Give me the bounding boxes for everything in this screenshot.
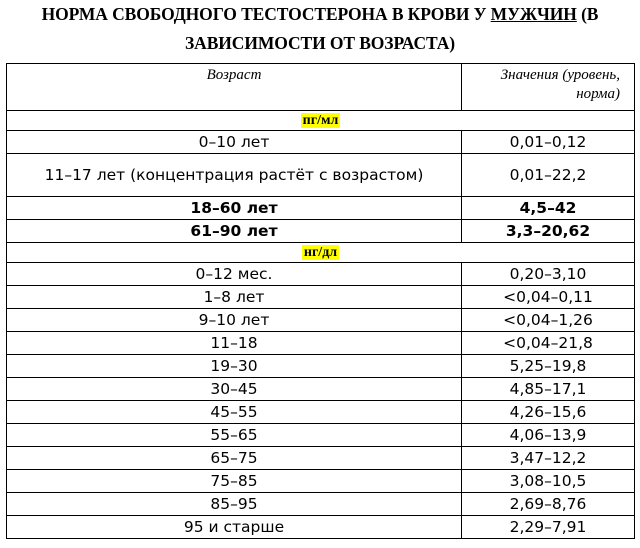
age-cell: 95 и старше (7, 516, 462, 539)
age-cell: 55–65 (7, 424, 462, 447)
testosterone-norms-table (6, 63, 635, 539)
table-row (7, 263, 635, 286)
value-cell: 0,20–3,10 (462, 263, 635, 286)
value-cell: 3,47–12,2 (462, 447, 635, 470)
table-row (7, 516, 635, 539)
value-cell: 4,26–15,6 (462, 401, 635, 424)
title-text-start: НОРМА СВОБОДНОГО ТЕСТОСТЕРОНА В КРОВИ У (41, 4, 491, 24)
value-cell: <0,04–0,11 (462, 286, 635, 309)
header-values: Значения (уровень, норма) (462, 64, 635, 111)
page-title-line-1 (0, 4, 640, 24)
value-cell: 0,01–22,2 (462, 154, 635, 197)
value-cell: 2,29–7,91 (462, 516, 635, 539)
value-cell: <0,04–21,8 (462, 332, 635, 355)
table-row (7, 220, 635, 243)
table-row (7, 355, 635, 378)
value-cell: 3,3–20,62 (462, 220, 635, 243)
age-cell: 0–10 лет (7, 131, 462, 154)
age-cell: 11–18 (7, 332, 462, 355)
table-row (7, 470, 635, 493)
age-cell: 61–90 лет (7, 220, 462, 243)
table-row (7, 309, 635, 332)
table-row (7, 378, 635, 401)
table-header-row (7, 64, 635, 111)
table-row (7, 401, 635, 424)
age-cell: 19–30 (7, 355, 462, 378)
value-cell: 5,25–19,8 (462, 355, 635, 378)
value-cell: 3,08–10,5 (462, 470, 635, 493)
value-cell: 4,06–13,9 (462, 424, 635, 447)
table-row (7, 197, 635, 220)
table-row (7, 154, 635, 197)
unit-label-pg-ml: пг/мл (302, 113, 339, 128)
title-text-end: (В (576, 4, 599, 24)
value-cell: 0,01–0,12 (462, 131, 635, 154)
table-row (7, 286, 635, 309)
value-cell: 2,69–8,76 (462, 493, 635, 516)
age-cell: 9–10 лет (7, 309, 462, 332)
age-cell: 0–12 мес. (7, 263, 462, 286)
header-age: Возраст (7, 64, 462, 111)
value-cell: 4,85–17,1 (462, 378, 635, 401)
value-cell: <0,04–1,26 (462, 309, 635, 332)
value-cell: 4,5–42 (462, 197, 635, 220)
unit-label-ng-dl: нг/дл (303, 245, 338, 260)
age-cell: 18–60 лет (7, 197, 462, 220)
age-cell: 11–17 лет (концентрация растёт с возрастом) (7, 154, 462, 197)
table-row (7, 493, 635, 516)
age-cell: 30–45 (7, 378, 462, 401)
age-cell: 1–8 лет (7, 286, 462, 309)
age-cell: 85–95 (7, 493, 462, 516)
age-cell: 65–75 (7, 447, 462, 470)
table-row (7, 447, 635, 470)
age-cell: 75–85 (7, 470, 462, 493)
age-cell: 45–55 (7, 401, 462, 424)
table-row (7, 131, 635, 154)
table-row (7, 424, 635, 447)
table-row (7, 332, 635, 355)
unit-row-pg-ml (7, 111, 635, 131)
title-underlined-word: МУЖЧИН (490, 4, 577, 24)
unit-row-ng-dl (7, 243, 635, 263)
page-title-line-2: ЗАВИСИМОСТИ ОТ ВОЗРАСТА) (185, 33, 455, 53)
